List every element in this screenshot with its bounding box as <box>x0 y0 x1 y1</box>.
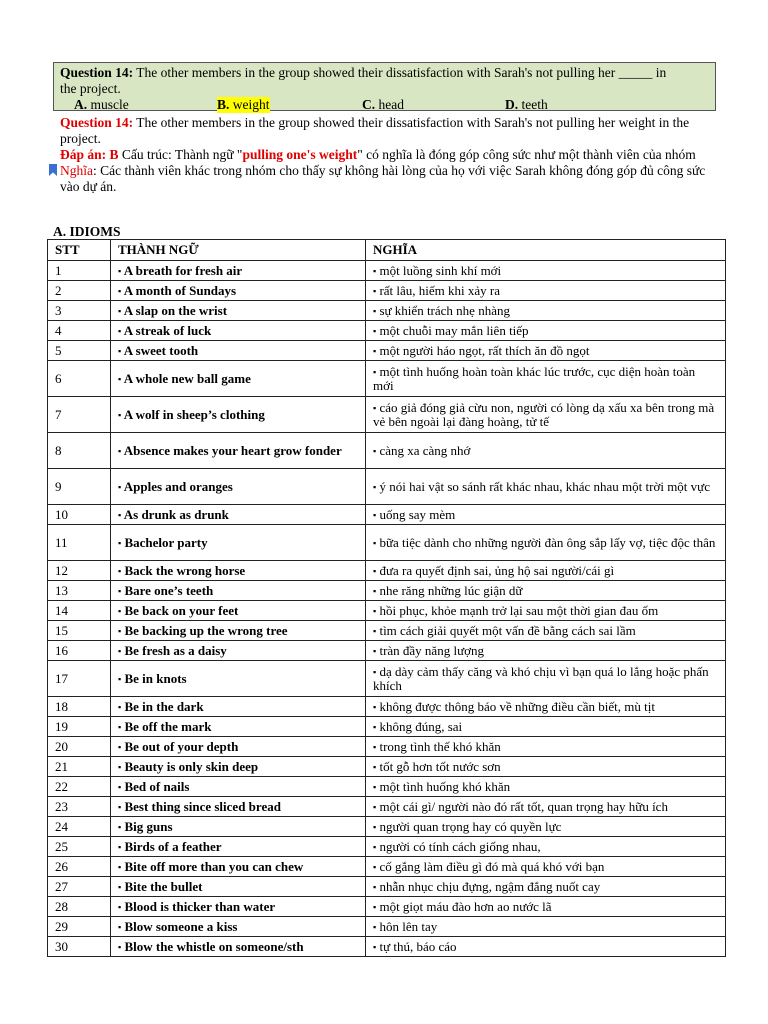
row-number: 9 <box>48 469 111 505</box>
meaning-cell <box>366 797 726 817</box>
bullet-icon: ▪ <box>118 841 122 852</box>
bullet-icon: ▪ <box>118 537 122 548</box>
meaning-cell <box>366 469 726 505</box>
table-row <box>48 757 726 777</box>
idiom-cell <box>111 897 366 917</box>
row-number: 18 <box>48 697 111 717</box>
idiom-cell <box>111 525 366 561</box>
header-meaning: NGHĨA <box>366 240 726 261</box>
idiom-text: Bed of nails <box>124 778 190 794</box>
bullet-icon: ▪ <box>118 445 122 456</box>
bullet-icon: ▪ <box>118 901 122 912</box>
table-row <box>48 897 726 917</box>
table-row <box>48 561 726 581</box>
row-number: 25 <box>48 837 111 857</box>
meaning-cell <box>366 837 726 857</box>
idiom-cell <box>111 937 366 957</box>
idiom-cell <box>111 341 366 361</box>
meaning-cell <box>366 397 726 433</box>
bullet-icon: ▪ <box>373 625 377 636</box>
bullet-icon: ▪ <box>373 801 377 812</box>
meaning-cell <box>366 433 726 469</box>
question-options <box>60 97 709 114</box>
meaning-text: không đúng, sai <box>379 718 463 734</box>
idiom-cell <box>111 777 366 797</box>
row-number: 29 <box>48 917 111 937</box>
idiom-text: Bite the bullet <box>124 878 203 894</box>
question-blank: _____ <box>618 65 653 80</box>
bullet-icon: ▪ <box>373 861 377 872</box>
row-number: 26 <box>48 857 111 877</box>
bullet-icon: ▪ <box>373 901 377 912</box>
meaning-cell <box>366 857 726 877</box>
idiom-cell <box>111 757 366 777</box>
bullet-icon: ▪ <box>373 585 377 596</box>
idiom-text: Blow someone a kiss <box>124 918 238 934</box>
row-number: 8 <box>48 433 111 469</box>
idiom-cell <box>111 505 366 525</box>
answer-question <box>60 115 720 147</box>
bullet-icon: ▪ <box>373 345 377 356</box>
idiom-cell <box>111 601 366 621</box>
bullet-icon: ▪ <box>373 366 377 377</box>
idiom-cell <box>111 469 366 505</box>
question-text-line2: the project. <box>60 81 121 96</box>
table-row <box>48 737 726 757</box>
table-header-row <box>48 240 726 261</box>
idiom-text: Bite off more than you can chew <box>124 858 304 874</box>
bullet-icon: ▪ <box>118 741 122 752</box>
idioms-table <box>47 239 726 957</box>
table-row <box>48 777 726 797</box>
idiom-text: A breath for fresh air <box>123 262 243 278</box>
meaning-cell <box>366 261 726 281</box>
idiom-cell <box>111 433 366 469</box>
meaning-cell <box>366 581 726 601</box>
row-number: 7 <box>48 397 111 433</box>
idiom-text: Apples and oranges <box>123 478 233 494</box>
dap-an-label: Đáp án: B <box>60 147 119 162</box>
row-number: 6 <box>48 361 111 397</box>
meaning-cell <box>366 661 726 697</box>
bullet-icon: ▪ <box>373 881 377 892</box>
idiom-cell <box>111 361 366 397</box>
idiom-text: A slap on the wrist <box>123 302 228 318</box>
meaning-cell <box>366 525 726 561</box>
answer-meaning <box>60 163 720 195</box>
option-a: A. muscle <box>74 97 129 112</box>
meaning-text: tự thú, báo cáo <box>379 938 457 954</box>
bullet-icon: ▪ <box>118 285 122 296</box>
meaning-text: nhẫn nhục chịu đựng, ngậm đắng nuốt cay <box>379 878 601 894</box>
bullet-icon: ▪ <box>373 921 377 932</box>
bullet-icon: ▪ <box>373 761 377 772</box>
meaning-cell <box>366 917 726 937</box>
idiom-text: Be in the dark <box>124 698 204 714</box>
bookmark-icon <box>49 164 57 176</box>
bullet-icon: ▪ <box>373 325 377 336</box>
table-row <box>48 621 726 641</box>
row-number: 5 <box>48 341 111 361</box>
idiom-text: Be fresh as a daisy <box>124 642 227 658</box>
table-row <box>48 837 726 857</box>
meaning-cell <box>366 601 726 621</box>
meaning-text: sự khiển trách nhẹ nhàng <box>379 302 510 318</box>
idiom-cell <box>111 621 366 641</box>
row-number: 4 <box>48 321 111 341</box>
idiom-text: Best thing since sliced bread <box>124 798 281 814</box>
row-number: 27 <box>48 877 111 897</box>
row-number: 15 <box>48 621 111 641</box>
table-row <box>48 361 726 397</box>
bullet-icon: ▪ <box>118 265 122 276</box>
bullet-icon: ▪ <box>118 781 122 792</box>
table-row <box>48 697 726 717</box>
structure-prefix: Cấu trúc: Thành ngữ " <box>121 147 243 162</box>
meaning-text: ý nói hai vật so sánh rất khác nhau, khác nhau một trời một vực <box>379 478 710 494</box>
bullet-icon: ▪ <box>118 801 122 812</box>
idiom-text: Be in knots <box>124 670 187 686</box>
meaning-text: người có tính cách giống nhau, <box>379 838 541 854</box>
bullet-icon: ▪ <box>373 666 377 677</box>
meaning-cell <box>366 621 726 641</box>
meaning-text: dạ dày cảm thấy căng và khó chịu vì bạn quá lo lắng hoặc phấn khích <box>373 663 709 693</box>
meaning-text: một giọt máu đào hơn ao nước lã <box>379 898 552 914</box>
idiom-text: A wolf in sheep’s clothing <box>123 406 265 422</box>
idiom-cell <box>111 837 366 857</box>
section-title: A. IDIOMS <box>53 224 121 239</box>
meaning-cell <box>366 505 726 525</box>
idiom-text: Be off the mark <box>124 718 212 734</box>
bullet-icon: ▪ <box>373 645 377 656</box>
meaning-cell <box>366 937 726 957</box>
idiom-text: Blood is thicker than water <box>124 898 276 914</box>
row-number: 30 <box>48 937 111 957</box>
bullet-icon: ▪ <box>373 481 377 492</box>
idiom-text: Be back on your feet <box>124 602 239 618</box>
idiom-text: Birds of a feather <box>124 838 222 854</box>
meaning-cell <box>366 697 726 717</box>
row-number: 11 <box>48 525 111 561</box>
answer-sentence: The other members in the group showed their dissatisfaction with Sarah's not pulling her weight in the project. <box>60 115 690 146</box>
bullet-icon: ▪ <box>373 445 377 456</box>
bullet-icon: ▪ <box>118 721 122 732</box>
bullet-icon: ▪ <box>118 941 122 952</box>
meaning-text: một chuỗi may mắn liên tiếp <box>379 322 529 338</box>
idiom-text: Be out of your depth <box>124 738 239 754</box>
row-number: 17 <box>48 661 111 697</box>
idiom-cell <box>111 641 366 661</box>
meaning-cell <box>366 717 726 737</box>
table-row <box>48 661 726 697</box>
bullet-icon: ▪ <box>118 881 122 892</box>
bullet-icon: ▪ <box>373 701 377 712</box>
meaning-text: trong tình thế khó khăn <box>379 738 501 754</box>
bullet-icon: ▪ <box>118 305 122 316</box>
idiom-highlight: pulling one's weight <box>242 147 358 162</box>
idiom-text: A whole new ball game <box>123 370 251 386</box>
bullet-icon: ▪ <box>373 821 377 832</box>
bullet-icon: ▪ <box>118 373 122 384</box>
table-row <box>48 281 726 301</box>
bullet-icon: ▪ <box>373 565 377 576</box>
row-number: 19 <box>48 717 111 737</box>
meaning-text: một luồng sinh khí mới <box>379 262 502 278</box>
idiom-text: Blow the whistle on someone/sth <box>124 938 304 954</box>
table-row <box>48 797 726 817</box>
table-row <box>48 641 726 661</box>
table-row <box>48 917 726 937</box>
idiom-cell <box>111 581 366 601</box>
meaning-text: một tình huống khó khăn <box>379 778 511 794</box>
bullet-icon: ▪ <box>118 565 122 576</box>
table-row <box>48 397 726 433</box>
idiom-cell <box>111 661 366 697</box>
bullet-icon: ▪ <box>118 345 122 356</box>
bullet-icon: ▪ <box>373 781 377 792</box>
idiom-text: Bachelor party <box>124 534 208 550</box>
meaning-cell <box>366 281 726 301</box>
row-number: 12 <box>48 561 111 581</box>
meaning-cell <box>366 817 726 837</box>
idiom-cell <box>111 797 366 817</box>
table-row <box>48 817 726 837</box>
idiom-cell <box>111 697 366 717</box>
bullet-icon: ▪ <box>373 721 377 732</box>
idiom-text: A month of Sundays <box>123 282 237 298</box>
idiom-cell <box>111 561 366 581</box>
question-text-before: The other members in the group showed their dissatisfaction with Sarah's not pulling her <box>136 65 616 80</box>
meaning-text: một người háo ngọt, rất thích ăn đồ ngọt <box>379 342 590 358</box>
meaning-text: uống say mèm <box>379 506 456 522</box>
idiom-text: Big guns <box>124 818 173 834</box>
meaning-text: cố gắng làm điều gì đó mà quá khó với bạn <box>379 858 605 874</box>
idiom-cell <box>111 301 366 321</box>
answer-explanation <box>60 115 720 195</box>
idiom-cell <box>111 917 366 937</box>
row-number: 3 <box>48 301 111 321</box>
bullet-icon: ▪ <box>373 305 377 316</box>
table-row <box>48 261 726 281</box>
question-text <box>60 65 709 81</box>
bullet-icon: ▪ <box>118 921 122 932</box>
bullet-icon: ▪ <box>373 605 377 616</box>
bullet-icon: ▪ <box>373 741 377 752</box>
idiom-cell <box>111 877 366 897</box>
idiom-cell <box>111 261 366 281</box>
meaning-cell <box>366 757 726 777</box>
meaning-cell <box>366 877 726 897</box>
meaning-text: đưa ra quyết định sai, ủng hộ sai người/cái gì <box>379 562 615 578</box>
meaning-cell <box>366 641 726 661</box>
meaning-cell <box>366 897 726 917</box>
meaning-text: : Các thành viên khác trong nhóm cho thấy sự không hài lòng của họ với việc Sarah không đóng góp đủ công sức vào dự án. <box>60 163 706 194</box>
table-row <box>48 581 726 601</box>
row-number: 22 <box>48 777 111 797</box>
row-number: 21 <box>48 757 111 777</box>
table-row <box>48 937 726 957</box>
meaning-cell <box>366 341 726 361</box>
bullet-icon: ▪ <box>118 509 122 520</box>
option-c: C. head <box>362 97 404 112</box>
bullet-icon: ▪ <box>118 585 122 596</box>
idiom-text: A streak of luck <box>123 322 212 338</box>
bullet-icon: ▪ <box>373 509 377 520</box>
table-row <box>48 341 726 361</box>
row-number: 20 <box>48 737 111 757</box>
header-idiom: THÀNH NGỮ <box>111 240 366 261</box>
meaning-text: một tình huống hoàn toàn khác lúc trước, cục diện hoàn toàn mới <box>373 363 696 393</box>
table-row <box>48 469 726 505</box>
meaning-cell <box>366 321 726 341</box>
meaning-text: không được thông báo về những điều cần biết, mù tịt <box>379 698 655 714</box>
idiom-cell <box>111 817 366 837</box>
bullet-icon: ▪ <box>373 285 377 296</box>
idiom-cell <box>111 281 366 301</box>
bullet-icon: ▪ <box>373 265 377 276</box>
row-number: 16 <box>48 641 111 661</box>
meaning-text: tìm cách giải quyết một vấn đề bằng cách sai lầm <box>379 622 636 638</box>
row-number: 2 <box>48 281 111 301</box>
row-number: 14 <box>48 601 111 621</box>
idiom-cell <box>111 717 366 737</box>
table-row <box>48 433 726 469</box>
meaning-cell <box>366 301 726 321</box>
row-number: 28 <box>48 897 111 917</box>
table-row <box>48 717 726 737</box>
bullet-icon: ▪ <box>373 402 377 413</box>
bullet-icon: ▪ <box>373 841 377 852</box>
table-row <box>48 877 726 897</box>
option-d: D. teeth <box>505 97 548 112</box>
bullet-icon: ▪ <box>118 701 122 712</box>
meaning-text: cáo giả đóng giả cừu non, người có lòng dạ xấu xa bên trong mà vẻ bên ngoài lại đàng hoàng, tử tế <box>373 399 715 429</box>
bullet-icon: ▪ <box>118 821 122 832</box>
idiom-cell <box>111 321 366 341</box>
bullet-icon: ▪ <box>118 481 122 492</box>
idiom-text: Bare one’s teeth <box>124 582 214 598</box>
idiom-cell <box>111 397 366 433</box>
meaning-text: hồi phục, khỏe mạnh trở lại sau một thời gian đau ốm <box>379 602 659 618</box>
idiom-cell <box>111 857 366 877</box>
question-box <box>53 62 716 111</box>
meaning-cell <box>366 361 726 397</box>
row-number: 13 <box>48 581 111 601</box>
bullet-icon: ▪ <box>118 625 122 636</box>
answer-question-label: Question 14: <box>60 115 134 130</box>
idiom-text: Absence makes your heart grow fonder <box>123 442 342 458</box>
idiom-text: A sweet tooth <box>123 342 199 358</box>
table-row <box>48 505 726 525</box>
header-stt: STT <box>48 240 111 261</box>
meaning-text: tràn đầy năng lượng <box>379 642 484 658</box>
table-body <box>48 261 726 957</box>
bullet-icon: ▪ <box>118 605 122 616</box>
row-number: 1 <box>48 261 111 281</box>
meaning-cell <box>366 737 726 757</box>
idiom-text: Be backing up the wrong tree <box>124 622 288 638</box>
table-row <box>48 601 726 621</box>
question-label: Question 14: <box>60 65 134 80</box>
idiom-text: Beauty is only skin deep <box>124 758 259 774</box>
meaning-text: nhe răng những lúc giận dữ <box>379 582 523 598</box>
bullet-icon: ▪ <box>118 673 122 684</box>
idiom-text: Back the wrong horse <box>124 562 246 578</box>
table-row <box>48 857 726 877</box>
row-number: 24 <box>48 817 111 837</box>
meaning-text: rất lâu, hiếm khi xảy ra <box>379 282 501 298</box>
option-b-highlighted: B. weight <box>217 97 270 112</box>
bullet-icon: ▪ <box>118 861 122 872</box>
structure-suffix: " có nghĩa là đóng góp công sức như một thành viên của nhóm <box>357 147 696 162</box>
idiom-cell <box>111 737 366 757</box>
meaning-text: hôn lên tay <box>379 918 438 934</box>
bullet-icon: ▪ <box>373 537 377 548</box>
meaning-text: một cái gì/ người nào đó rất tốt, quan trọng hay hữu ích <box>379 798 668 814</box>
bullet-icon: ▪ <box>118 409 122 420</box>
bullet-icon: ▪ <box>118 325 122 336</box>
answer-key <box>60 147 720 163</box>
meaning-cell <box>366 561 726 581</box>
question-text-after-1: in <box>655 65 667 80</box>
row-number: 23 <box>48 797 111 817</box>
idiom-text: As drunk as drunk <box>123 506 229 522</box>
bullet-icon: ▪ <box>118 761 122 772</box>
meaning-text: bữa tiệc dành cho những người đàn ông sắp lấy vợ, tiệc độc thân <box>379 534 716 550</box>
row-number: 10 <box>48 505 111 525</box>
meaning-label: Nghĩa <box>60 163 93 178</box>
table-row <box>48 301 726 321</box>
bullet-icon: ▪ <box>373 941 377 952</box>
meaning-cell <box>366 777 726 797</box>
table-row <box>48 525 726 561</box>
table-row <box>48 321 726 341</box>
meaning-text: càng xa càng nhớ <box>379 442 471 458</box>
meaning-text: người quan trọng hay có quyền lực <box>379 818 562 834</box>
meaning-text: tốt gỗ hơn tốt nước sơn <box>379 758 501 774</box>
bullet-icon: ▪ <box>118 645 122 656</box>
